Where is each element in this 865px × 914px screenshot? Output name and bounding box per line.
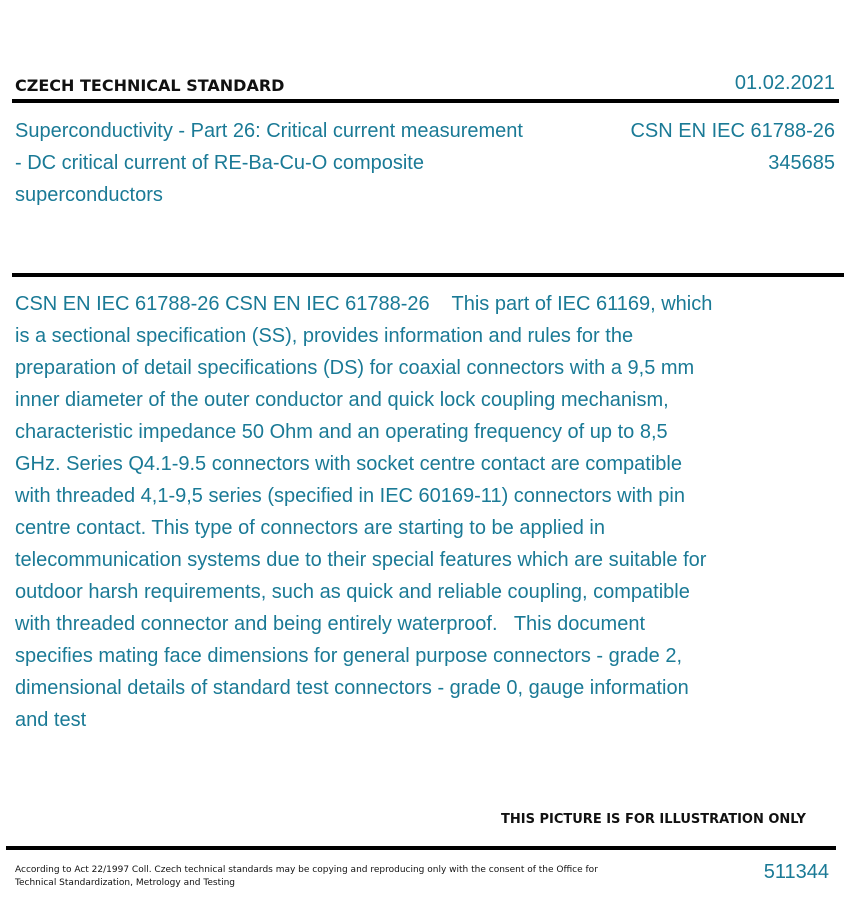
footer-rule xyxy=(6,846,836,850)
standard-category-label: CZECH TECHNICAL STANDARD xyxy=(15,76,285,95)
standard-code-block xyxy=(630,115,835,179)
standard-code: CSN EN IEC 61788-26 xyxy=(630,120,835,142)
standard-title: Superconductivity - Part 26: Critical current measurement - DC critical current of RE-Ba-Cu-O composite superconductors xyxy=(15,120,523,206)
legal-notice: According to Act 22/1997 Coll. Czech technical standards may be copying and reproducing only with the consent of the Office for Technical Standardization, Metrology and Testing xyxy=(15,865,598,888)
section-rule xyxy=(12,273,844,277)
header-rule xyxy=(12,99,839,103)
footer-code: 511344 xyxy=(763,861,829,883)
abstract-paragraph: CSN EN IEC 61788-26 CSN EN IEC 61788-26 This part of IEC 61169, which is a sectional specification (SS), provides information and rules for the preparation of detail specifications (DS) for coaxial connectors with a 9,5 mm inner diameter of the outer conductor and quick lock coupling mechanism, characteristic impedance 50 Ohm and an operating frequency of up to 8,5 GHz. Series Q4.1-9.5 connectors with socket centre contact are compatible with threaded 4,1-9,5 series (specified in IEC 60169-11) connectors with pin centre contact. This type of connectors are starting to be applied in telecommunication systems due to their special features which are suitable for outdoor harsh requirements, such as quick and reliable coupling, compatible with threaded connector and being entirely waterproof. This document specifies mating face dimensions for general purpose connectors - grade 2, dimensional details of standard test connectors - grade 0, gauge information and test xyxy=(15,293,718,731)
illustration-note: THIS PICTURE IS FOR ILLUSTRATION ONLY xyxy=(501,812,806,827)
abstract-text xyxy=(15,288,718,736)
catalog-number: 345685 xyxy=(768,152,835,174)
publication-date: 01.02.2021 xyxy=(734,72,835,94)
